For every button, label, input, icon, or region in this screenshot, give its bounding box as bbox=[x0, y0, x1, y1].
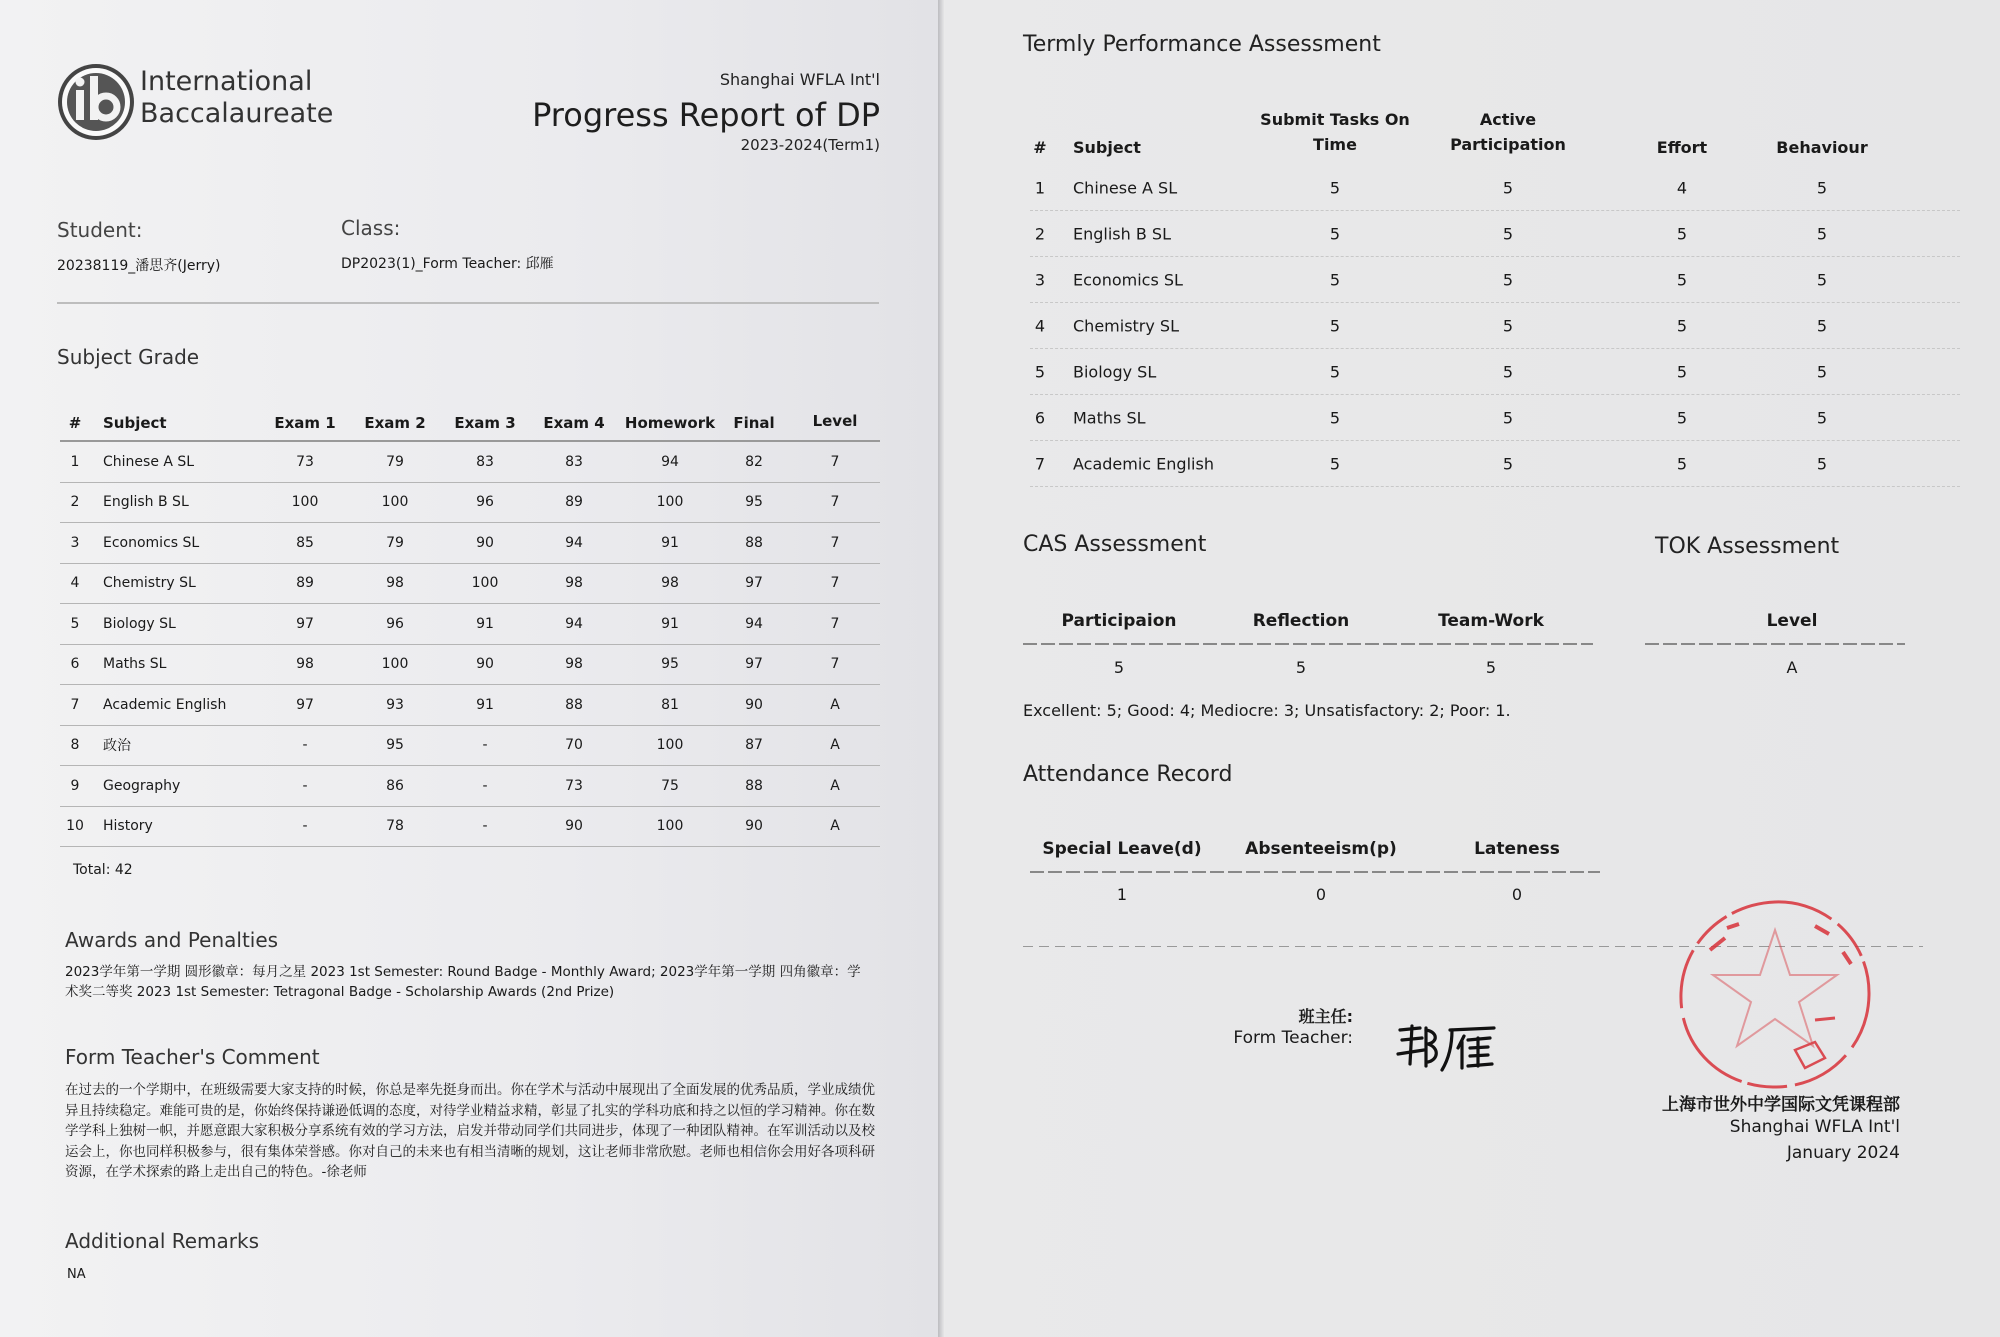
cell-num: 7 bbox=[70, 696, 80, 713]
cell-behaviour: 5 bbox=[1816, 270, 1828, 289]
divider bbox=[57, 302, 879, 304]
cell-num: 10 bbox=[66, 818, 84, 835]
cas-title: CAS Assessment bbox=[1023, 532, 1207, 557]
table-header-row bbox=[1030, 105, 1960, 165]
cell-exam2: 95 bbox=[386, 737, 404, 754]
header-active-line2: Participation bbox=[1450, 135, 1566, 154]
subject-grade-title: Subject Grade bbox=[57, 345, 200, 369]
header-exam1: Exam 1 bbox=[274, 414, 336, 432]
cell-subject: Economics SL bbox=[1073, 270, 1183, 289]
cell-exam4: 70 bbox=[565, 737, 583, 754]
report-page-left bbox=[0, 0, 940, 1337]
cell-num: 2 bbox=[70, 494, 80, 511]
cell-behaviour: 5 bbox=[1816, 178, 1828, 197]
cell-final: 90 bbox=[745, 696, 763, 713]
table-row bbox=[1030, 303, 1960, 349]
student-label: Student: bbox=[57, 218, 143, 242]
table-row bbox=[60, 442, 880, 483]
cell-submit: 5 bbox=[1329, 224, 1341, 243]
cell-exam1: 73 bbox=[296, 453, 314, 470]
cell-exam2: 79 bbox=[386, 534, 404, 551]
cell-exam3: 91 bbox=[476, 615, 494, 632]
cell-num: 2 bbox=[1034, 224, 1046, 243]
cell-exam4: 88 bbox=[565, 696, 583, 713]
header-num: # bbox=[68, 414, 82, 432]
cell-effort: 5 bbox=[1676, 316, 1688, 335]
cell-behaviour: 5 bbox=[1816, 454, 1828, 473]
logo-line-1: International bbox=[140, 66, 313, 97]
cell-behaviour: 5 bbox=[1816, 362, 1828, 381]
cell-final: 97 bbox=[745, 575, 763, 592]
header-exam4: Exam 4 bbox=[543, 414, 605, 432]
ib-logo-icon bbox=[56, 62, 136, 142]
header-active bbox=[1418, 107, 1598, 157]
cell-behaviour: 5 bbox=[1816, 408, 1828, 427]
cell-homework: 100 bbox=[656, 737, 684, 754]
cell-exam2: 100 bbox=[381, 656, 409, 673]
official-stamp-icon bbox=[1665, 890, 1885, 1100]
report-term: 2023-2024(Term1) bbox=[740, 136, 880, 154]
lateness-label: Lateness bbox=[1474, 839, 1560, 859]
cell-active: 5 bbox=[1502, 362, 1514, 381]
cell-exam1: 89 bbox=[296, 575, 314, 592]
cell-exam2: 100 bbox=[381, 494, 409, 511]
cell-active: 5 bbox=[1502, 316, 1514, 335]
table-row bbox=[1030, 395, 1960, 441]
cell-active: 5 bbox=[1502, 408, 1514, 427]
cell-exam3: 100 bbox=[471, 575, 499, 592]
divider bbox=[1030, 871, 1600, 873]
comment-text: 在过去的一个学期中，在班级需要大家支持的时候，你总是率先挺身而出。你在学术与活动中展现出了全面发展的优秀品质，学业成绩优异且持续稳定。难能可贵的是，你始终保持谦逊低调的态度，对待学业精益求精，彰显了扎实的学科功底和持之以恒的学习精神。你在数学学科上独树一帜，并愿意跟大家积极分享系统有效的学习方法，启发并带动同学们共同进步，体现了一种团队精神。在军训活动以及校运会上，你也同样积极参与，很有集体荣誉感。你对自己的未来也有相当清晰的规划，这让老师非常欣慰。老师也相信你会用好各项科研资源，在学术探索的路上走出自己的特色。-徐老师 bbox=[65, 1082, 875, 1180]
cas-teamwork-value: 5 bbox=[1485, 658, 1497, 677]
remarks-text: NA bbox=[67, 1267, 86, 1282]
report-date: January 2024 bbox=[1786, 1143, 1900, 1163]
cell-effort: 5 bbox=[1676, 224, 1688, 243]
cell-num: 9 bbox=[70, 777, 80, 794]
cell-exam3: - bbox=[482, 818, 488, 835]
cell-homework: 100 bbox=[656, 818, 684, 835]
cell-exam3: 91 bbox=[476, 696, 494, 713]
table-row bbox=[60, 564, 880, 605]
cell-subject: Chemistry SL bbox=[1073, 316, 1179, 335]
cell-exam2: 98 bbox=[386, 575, 404, 592]
cell-exam3: - bbox=[482, 777, 488, 794]
institution-name-cn: 上海市世外中学国际文凭课程部 bbox=[1662, 1095, 1900, 1115]
cell-active: 5 bbox=[1502, 270, 1514, 289]
student-value: 20238119_潘思齐(Jerry) bbox=[57, 258, 221, 274]
cell-level: 7 bbox=[830, 494, 840, 511]
report-page-right bbox=[945, 0, 2000, 1337]
cell-final: 88 bbox=[745, 534, 763, 551]
cell-homework: 100 bbox=[656, 494, 684, 511]
cell-level: A bbox=[830, 777, 840, 794]
table-row bbox=[1030, 165, 1960, 211]
cell-subject: English B SL bbox=[1073, 224, 1171, 243]
cell-exam4: 90 bbox=[565, 818, 583, 835]
cell-effort: 4 bbox=[1676, 178, 1688, 197]
cas-reflection-label: Reflection bbox=[1252, 611, 1350, 631]
cell-subject: Chinese A SL bbox=[1073, 178, 1178, 197]
termly-table bbox=[1030, 105, 1960, 487]
form-teacher-label-cn: 班主任: bbox=[1298, 1007, 1353, 1026]
tok-level-label: Level bbox=[1766, 611, 1818, 631]
remarks-title: Additional Remarks bbox=[65, 1229, 260, 1253]
cell-effort: 5 bbox=[1676, 454, 1688, 473]
cell-submit: 5 bbox=[1329, 178, 1341, 197]
special-leave-value: 1 bbox=[1116, 885, 1128, 904]
cell-num: 1 bbox=[70, 453, 80, 470]
cell-subject: Chinese A SL bbox=[103, 453, 195, 470]
cell-homework: 98 bbox=[661, 575, 679, 592]
header-submit-line1: Submit Tasks On bbox=[1260, 110, 1410, 129]
header-subject: Subject bbox=[1073, 138, 1141, 157]
report-title: Progress Report of DP bbox=[532, 96, 880, 134]
cell-subject: Academic English bbox=[1073, 454, 1214, 473]
cell-subject: Maths SL bbox=[103, 656, 167, 673]
header-subject: Subject bbox=[103, 414, 167, 432]
header-homework: Homework bbox=[624, 414, 716, 432]
class-label: Class: bbox=[341, 216, 401, 240]
cell-exam2: 78 bbox=[386, 818, 404, 835]
table-row bbox=[1030, 211, 1960, 257]
cell-num: 6 bbox=[70, 656, 80, 673]
cell-exam4: 98 bbox=[565, 656, 583, 673]
cell-exam2: 93 bbox=[386, 696, 404, 713]
cell-exam3: 83 bbox=[476, 453, 494, 470]
cell-num: 3 bbox=[1034, 270, 1046, 289]
cell-subject: 政治 bbox=[103, 738, 131, 755]
cell-submit: 5 bbox=[1329, 316, 1341, 335]
cell-submit: 5 bbox=[1329, 270, 1341, 289]
cell-homework: 95 bbox=[661, 656, 679, 673]
cell-subject: Geography bbox=[103, 777, 181, 794]
form-teacher-label-en: Form Teacher: bbox=[1233, 1028, 1353, 1048]
cell-level: 7 bbox=[830, 656, 840, 673]
cell-num: 5 bbox=[1034, 362, 1046, 381]
header-level: Level bbox=[812, 411, 858, 430]
cell-exam4: 98 bbox=[565, 575, 583, 592]
absenteeism-label: Absenteeism(p) bbox=[1245, 839, 1397, 859]
cas-reflection-value: 5 bbox=[1295, 658, 1307, 677]
comment-title: Form Teacher's Comment bbox=[65, 1045, 320, 1069]
cell-homework: 81 bbox=[661, 696, 679, 713]
ib-logo-text bbox=[140, 66, 333, 130]
cell-exam1: 98 bbox=[296, 656, 314, 673]
cell-level: 7 bbox=[830, 615, 840, 632]
cell-num: 4 bbox=[1034, 316, 1046, 335]
cell-final: 95 bbox=[745, 494, 763, 511]
table-row bbox=[60, 726, 880, 767]
header-num: # bbox=[1033, 138, 1047, 157]
cell-homework: 94 bbox=[661, 453, 679, 470]
cas-participation-value: 5 bbox=[1113, 658, 1125, 677]
cell-level: A bbox=[830, 818, 840, 835]
cell-behaviour: 5 bbox=[1816, 224, 1828, 243]
header-submit bbox=[1245, 107, 1425, 157]
cell-final: 94 bbox=[745, 615, 763, 632]
cell-subject: English B SL bbox=[103, 494, 189, 511]
table-header-row bbox=[60, 406, 880, 442]
cell-exam3: - bbox=[482, 737, 488, 754]
cell-effort: 5 bbox=[1676, 362, 1688, 381]
cas-teamwork-label: Team-Work bbox=[1438, 611, 1544, 631]
cell-effort: 5 bbox=[1676, 270, 1688, 289]
termly-title: Termly Performance Assessment bbox=[1023, 32, 1381, 57]
logo-line-2: Baccalaureate bbox=[140, 98, 334, 129]
class-value: DP2023(1)_Form Teacher: 邱雁 bbox=[341, 256, 554, 272]
cell-exam4: 94 bbox=[565, 534, 583, 551]
cell-submit: 5 bbox=[1329, 454, 1341, 473]
cell-subject: Economics SL bbox=[103, 534, 200, 551]
cell-exam2: 79 bbox=[386, 453, 404, 470]
cell-exam3: 96 bbox=[476, 494, 494, 511]
cell-exam3: 90 bbox=[476, 534, 494, 551]
cell-exam4: 83 bbox=[565, 453, 583, 470]
cell-active: 5 bbox=[1502, 224, 1514, 243]
header-exam2: Exam 2 bbox=[364, 414, 426, 432]
cell-level: A bbox=[830, 737, 840, 754]
attendance-title: Attendance Record bbox=[1023, 762, 1233, 787]
cell-num: 8 bbox=[70, 737, 80, 754]
cell-exam1: - bbox=[302, 737, 308, 754]
cell-num: 5 bbox=[70, 615, 80, 632]
cell-exam2: 96 bbox=[386, 615, 404, 632]
cell-exam3: 90 bbox=[476, 656, 494, 673]
teacher-signature-icon bbox=[1392, 1016, 1502, 1076]
table-row bbox=[60, 483, 880, 524]
cell-subject: Academic English bbox=[103, 696, 227, 713]
cell-subject: Biology SL bbox=[1073, 362, 1157, 381]
subject-grade-table bbox=[60, 406, 880, 847]
header-behaviour: Behaviour bbox=[1776, 138, 1868, 157]
cell-exam4: 94 bbox=[565, 615, 583, 632]
header-submit-line2: Time bbox=[1313, 135, 1357, 154]
awards-title: Awards and Penalties bbox=[65, 928, 279, 952]
cell-subject: Biology SL bbox=[103, 615, 176, 632]
tok-level-value: A bbox=[1786, 658, 1798, 677]
cas-participation-label: Participaion bbox=[1061, 611, 1177, 631]
header-active-line1: Active bbox=[1479, 110, 1537, 129]
cell-homework: 75 bbox=[661, 777, 679, 794]
cell-exam1: 100 bbox=[291, 494, 319, 511]
cell-active: 5 bbox=[1502, 454, 1514, 473]
cell-effort: 5 bbox=[1676, 408, 1688, 427]
header-final: Final bbox=[733, 414, 775, 432]
cell-subject: Maths SL bbox=[1073, 408, 1146, 427]
table-row bbox=[60, 523, 880, 564]
cell-level: 7 bbox=[830, 575, 840, 592]
divider bbox=[1645, 643, 1905, 645]
cell-active: 5 bbox=[1502, 178, 1514, 197]
table-row bbox=[60, 685, 880, 726]
awards-text: 2023学年第一学期 圆形徽章：每月之星 2023 1st Semester: Round Badge - Monthly Award; 2023学年第一学期 四角徽章：学术奖二等奖 2023 1st Semester: Tetragonal Badge - Scholarship Awards (2nd Prize) bbox=[65, 964, 861, 1000]
cell-num: 6 bbox=[1034, 408, 1046, 427]
cell-exam4: 73 bbox=[565, 777, 583, 794]
cell-final: 87 bbox=[745, 737, 763, 754]
cell-exam4: 89 bbox=[565, 494, 583, 511]
lateness-value: 0 bbox=[1511, 885, 1523, 904]
cell-exam1: 85 bbox=[296, 534, 314, 551]
tok-title: TOK Assessment bbox=[1655, 534, 1840, 559]
cell-num: 4 bbox=[70, 575, 80, 592]
cell-final: 82 bbox=[745, 453, 763, 470]
table-row bbox=[1030, 349, 1960, 395]
divider bbox=[1023, 643, 1593, 645]
cell-homework: 91 bbox=[661, 534, 679, 551]
cell-num: 1 bbox=[1034, 178, 1046, 197]
cell-level: 7 bbox=[830, 534, 840, 551]
absenteeism-value: 0 bbox=[1315, 885, 1327, 904]
special-leave-label: Special Leave(d) bbox=[1042, 839, 1202, 859]
cell-final: 90 bbox=[745, 818, 763, 835]
cell-level: A bbox=[830, 696, 840, 713]
header-effort: Effort bbox=[1656, 138, 1708, 157]
institution-name-en: Shanghai WFLA Int'l bbox=[1729, 1117, 1900, 1137]
table-row bbox=[60, 766, 880, 807]
cell-subject: History bbox=[103, 818, 153, 835]
cell-exam1: 97 bbox=[296, 615, 314, 632]
scale-note: Excellent: 5; Good: 4; Mediocre: 3; Unsatisfactory: 2; Poor: 1. bbox=[1023, 701, 1511, 720]
header-exam3: Exam 3 bbox=[454, 414, 516, 432]
school-name: Shanghai WFLA Int'l bbox=[719, 70, 880, 89]
cell-num: 3 bbox=[70, 534, 80, 551]
table-row bbox=[1030, 257, 1960, 303]
cell-submit: 5 bbox=[1329, 362, 1341, 381]
table-row bbox=[60, 645, 880, 686]
table-row bbox=[60, 807, 880, 848]
cell-final: 97 bbox=[745, 656, 763, 673]
cell-num: 7 bbox=[1034, 454, 1046, 473]
cell-homework: 91 bbox=[661, 615, 679, 632]
grade-total: Total: 42 bbox=[73, 862, 133, 878]
cell-exam1: - bbox=[302, 777, 308, 794]
cell-level: 7 bbox=[830, 453, 840, 470]
cell-submit: 5 bbox=[1329, 408, 1341, 427]
cell-exam2: 86 bbox=[386, 777, 404, 794]
cell-exam1: 97 bbox=[296, 696, 314, 713]
cell-subject: Chemistry SL bbox=[103, 575, 196, 592]
cell-exam1: - bbox=[302, 818, 308, 835]
cell-final: 88 bbox=[745, 777, 763, 794]
table-row bbox=[1030, 441, 1960, 487]
cell-behaviour: 5 bbox=[1816, 316, 1828, 335]
table-row bbox=[60, 604, 880, 645]
